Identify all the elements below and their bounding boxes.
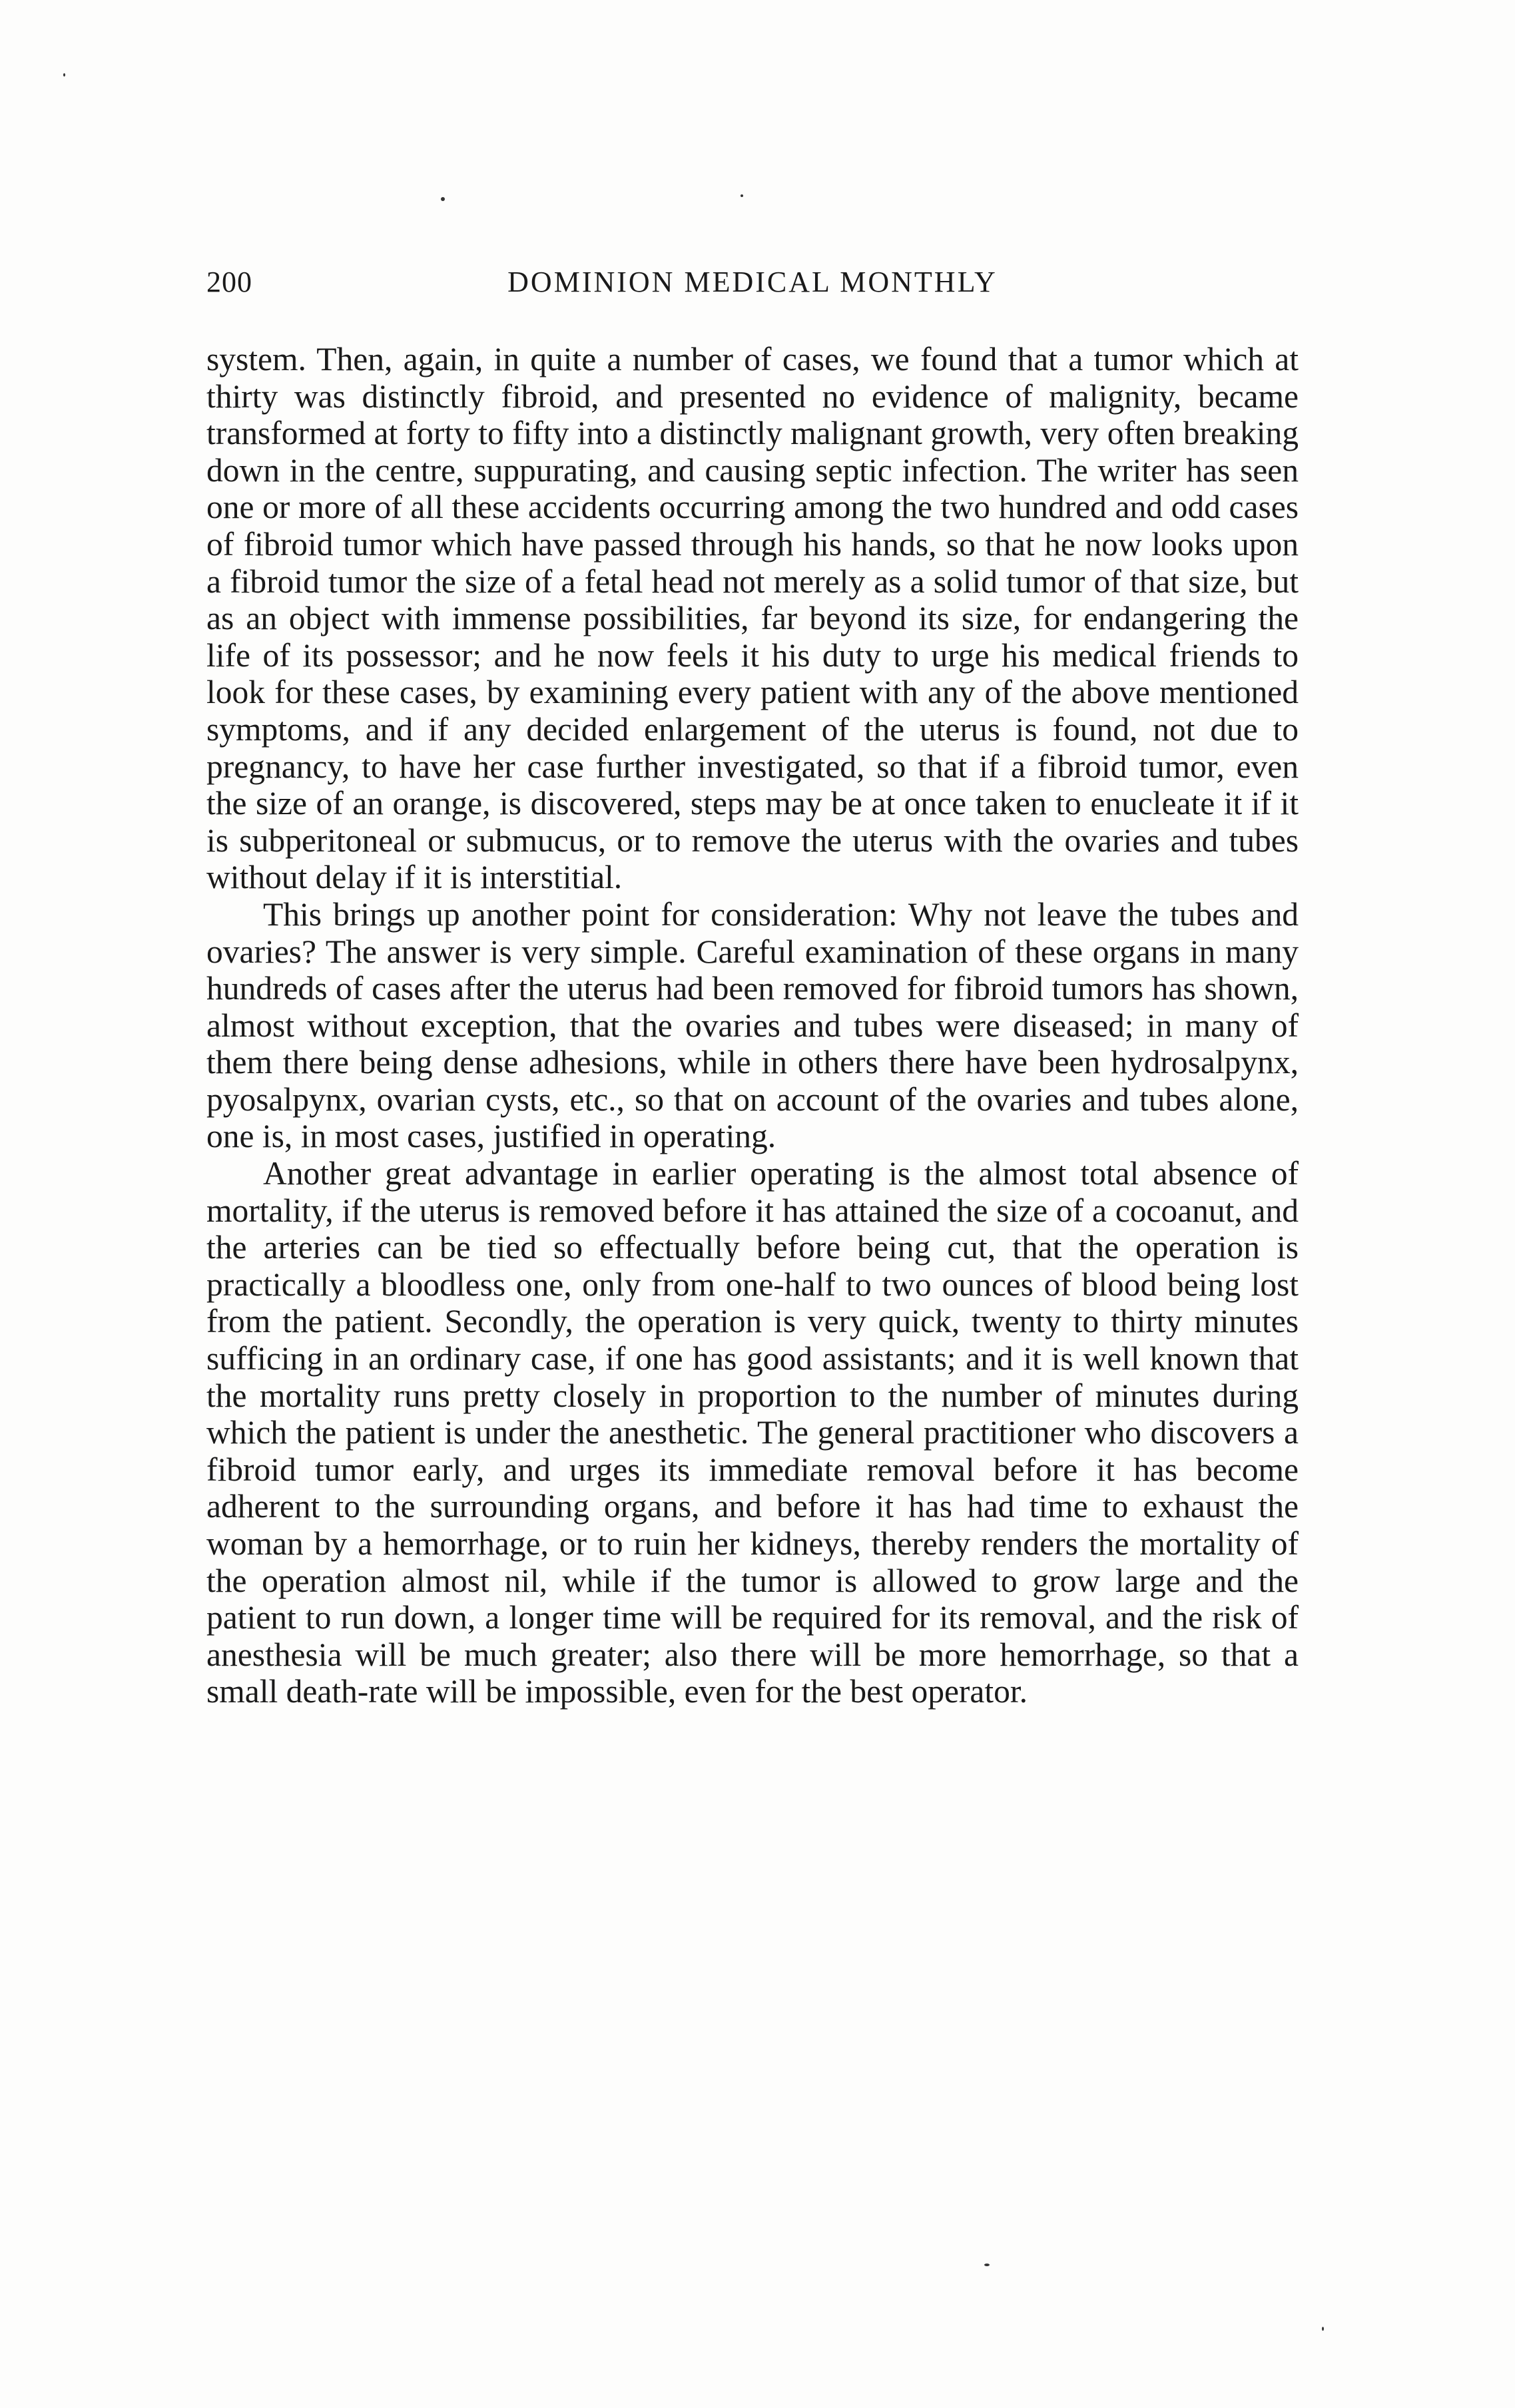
scan-speck [441,197,445,201]
paragraph: This brings up another point for consideration: Why not leave the tubes and ovaries? The answer is very simple. Careful examination of these organs in many hundreds of cases after the uterus had been removed for fibroid tumors has shown, almost without exception, that the ovaries and tubes were diseased; in many of them there being dense adhesions, while in others there have been hydrosalpynx, pyosalpynx, ovarian cysts, etc., so that on account of the ovaries and tubes alone, one is, in most cases, justified in operating. [206,895,1299,1155]
article-body [206,341,1299,1710]
paragraph: Another great advantage in earlier operating is the almost total absence of mortality, if the uterus is removed before it has attained the size of a cocoanut, and the arteries can be tied so effectually before being cut, that the operation is practically a bloodless one, only from one-half to two ounces of blood being lost from the patient. Secondly, the operation is very quick, twenty to thirty minutes sufficing in an ordinary case, if one has good assistants; and it is well known that the mortality runs pretty closely in proportion to the number of minutes during which the patient is under the anesthetic. The general practitioner who discovers a fibroid tumor early, and urges its immediate removal before it has become adherent to the surrounding organs, and before it has had time to exhaust the woman by a hemorrhage, or to ruin her kidneys, thereby renders the mortality of the operation almost nil, while if the tumor is allowed to grow large and the patient to run down, a longer time will be required for its removal, and the risk of anesthesia will be much greater; also there will be more hemorrhage, so that a small death-rate will be impossible, even for the best operator. [206,1155,1299,1710]
running-title: DOMINION MEDICAL MONTHLY [507,266,998,298]
scan-speck [63,73,65,77]
page-number: 200 [206,266,252,298]
paragraph-continued: system. Then, again, in quite a number of cases, we found that a tumor which at thirty was distinctly fibroid, and presented no evidence of malignity, became transformed at forty to fifty into a distinctly malignant growth, very often breaking down in the centre, suppurating, and causing septic infection. The writer has seen one or more of all these accidents occurring among the two hundred and odd cases of fibroid tumor which have passed through his hands, so that he now looks upon a fibroid tumor the size of a fetal head not merely as a solid tumor of that size, but as an object with immense possibilities, far beyond its size, for endangering the life of its possessor; and he now feels it his duty to urge his medical friends to look for these cases, by examining every patient with any of the above mentioned symptoms, and if any decided enlargement of the uterus is found, not due to pregnancy, to have her case further investigated, so that if a fibroid tumor, even the size of an orange, is discovered, steps may be at once taken to enucleate it if it is subperitoneal or submucus, or to remove the uterus with the ovaries and tubes without delay if it is interstitial. [206,341,1299,896]
scan-speck [741,194,743,197]
page-header [206,265,1299,312]
scan-speck [1322,2327,1324,2331]
scan-speck [984,2264,990,2266]
